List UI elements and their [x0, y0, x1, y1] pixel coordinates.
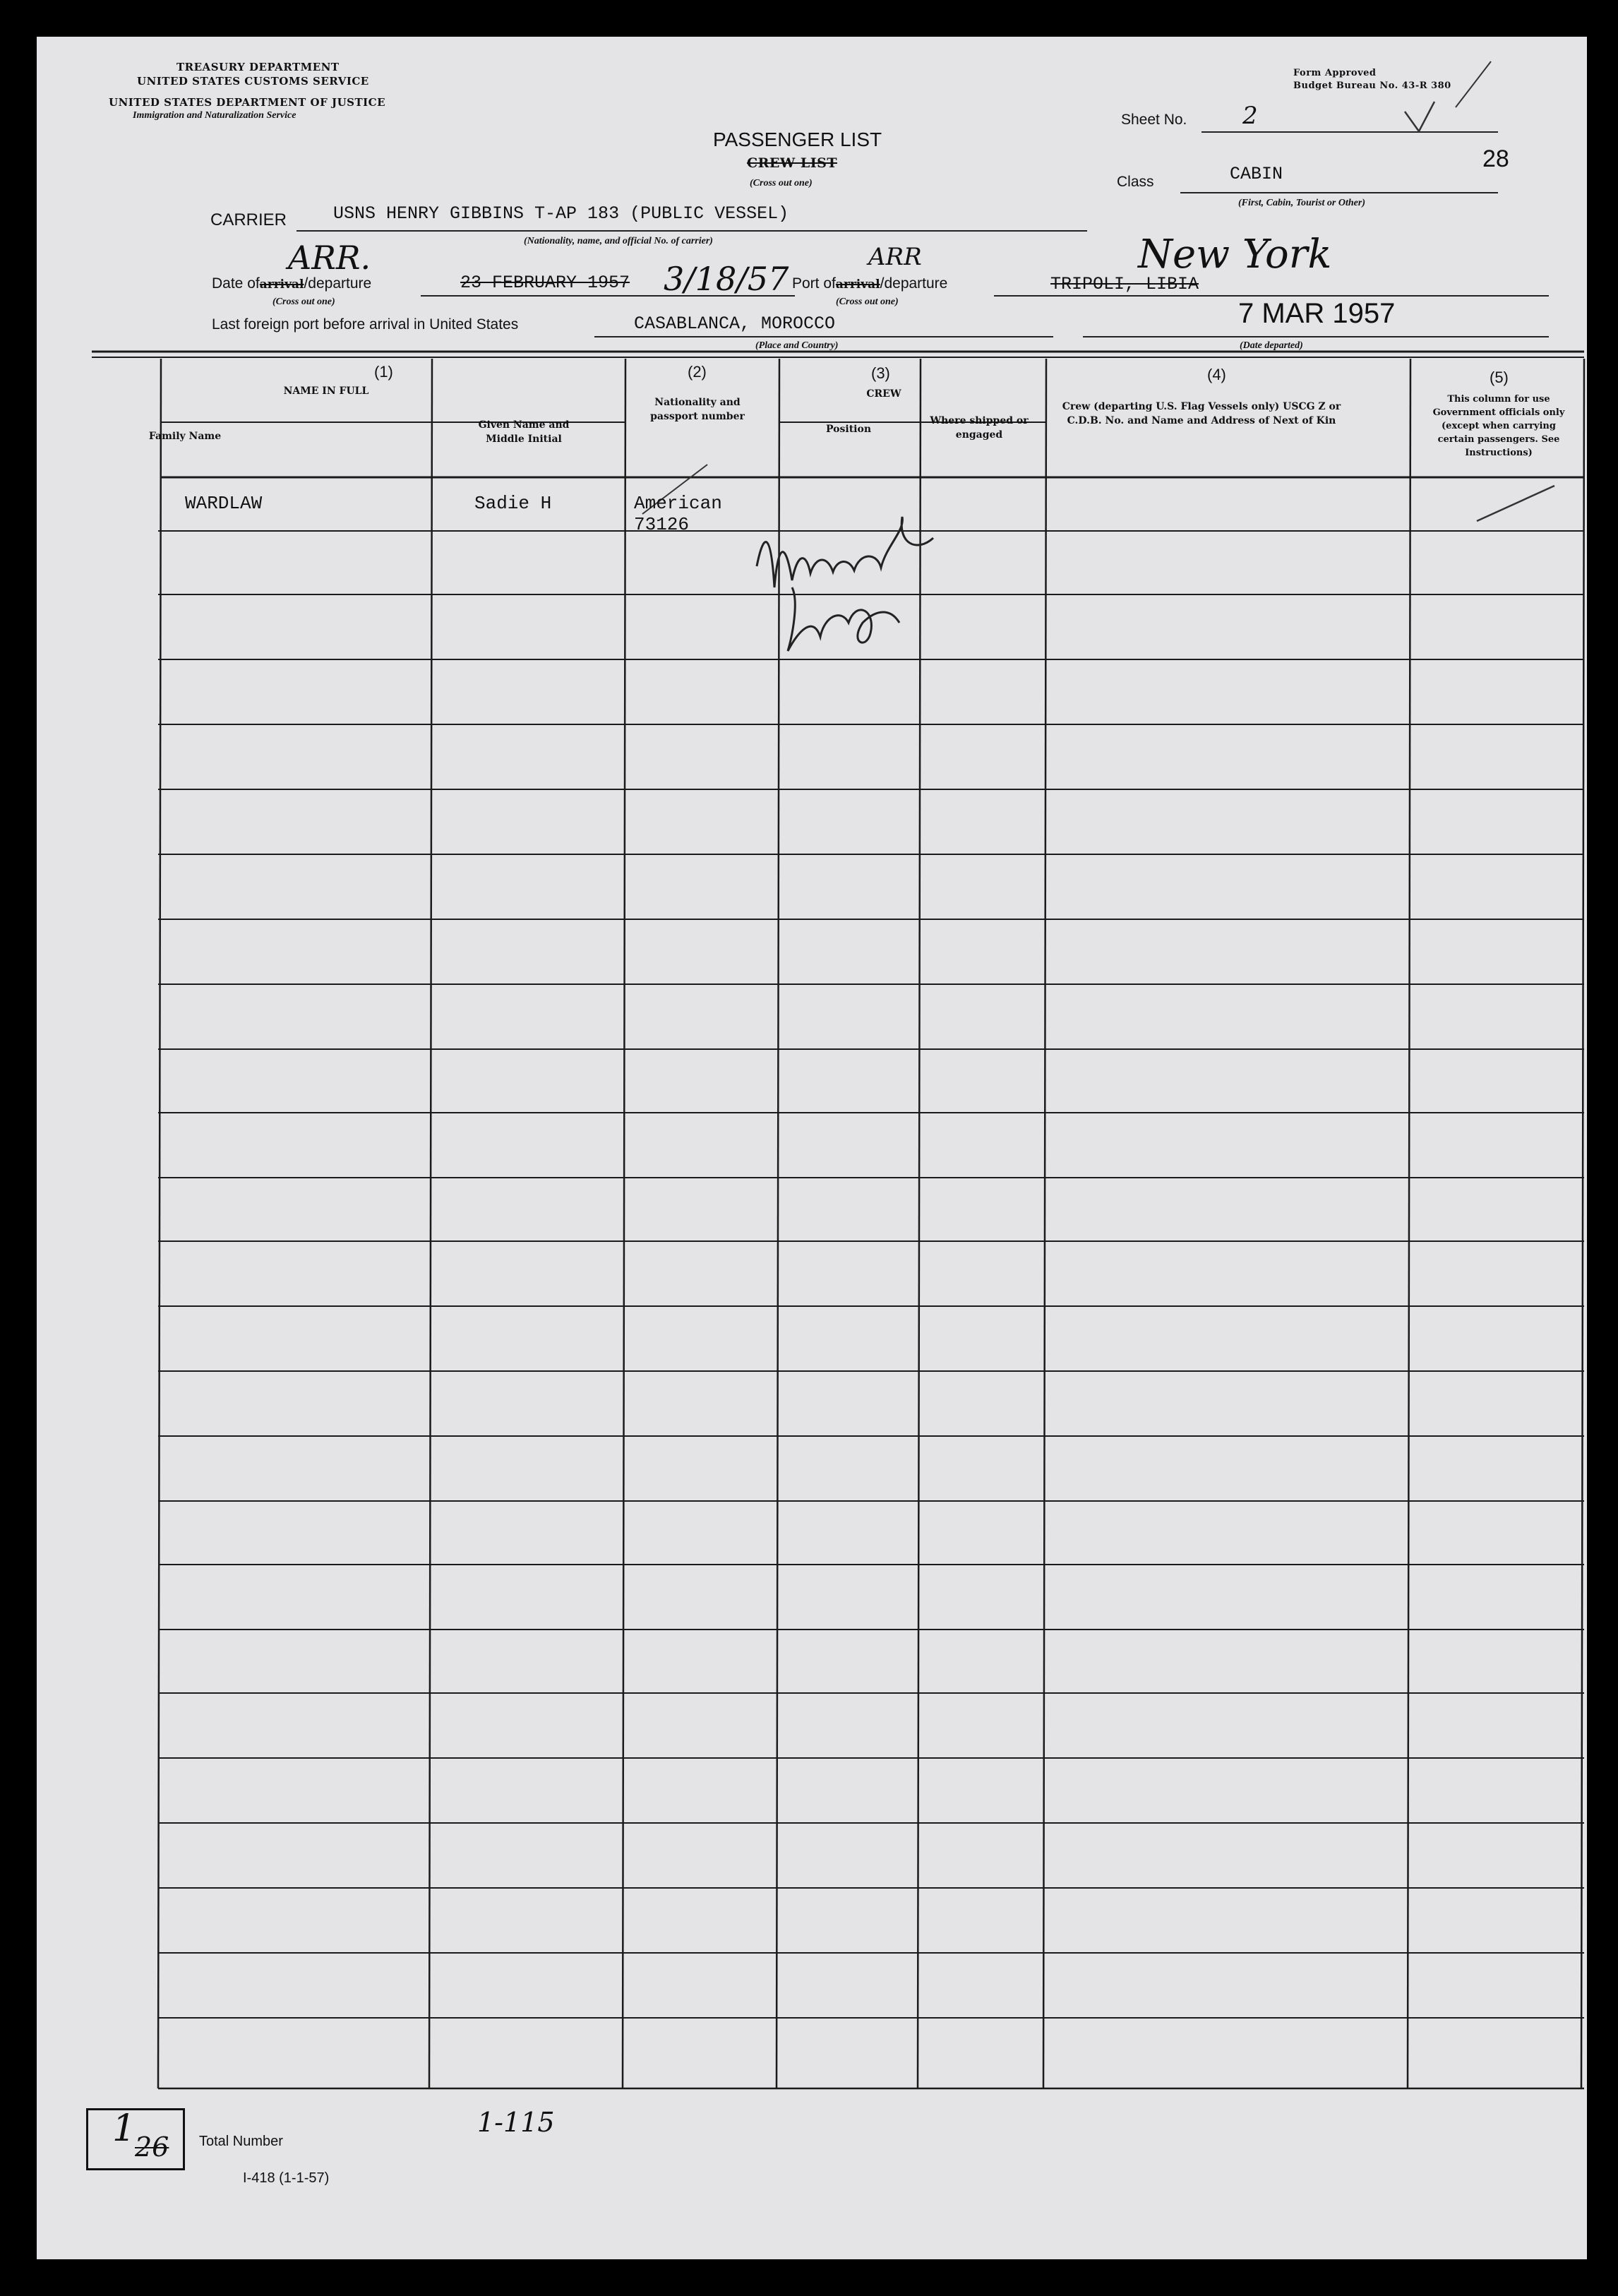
date-value-struck: 23 FEBRUARY 1957: [460, 273, 630, 293]
date-label-struck: arrival: [259, 277, 304, 292]
col5-title: This column for use Government officials only (except when carrying certain passengers. See Instructions): [1432, 394, 1565, 458]
document-page: [37, 37, 1587, 2259]
col5-number: (5): [1490, 369, 1509, 386]
col1a-header: Family Name: [148, 431, 222, 442]
form-number: I-418 (1-1-57): [243, 2170, 330, 2186]
col-divider-2: [623, 359, 625, 2088]
col-divider-1: [429, 359, 432, 2088]
carrier-hint: (Nationality, name, and official No. of carrier): [524, 236, 713, 246]
col-divider-7: [1581, 359, 1584, 2088]
last-port-value: CASABLANCA, MOROCCO: [634, 313, 836, 334]
form-title: PASSENGER LIST: [713, 128, 882, 150]
date-hand-value: 3/18/57: [664, 260, 789, 298]
class-label: Class: [1117, 174, 1154, 190]
total-label: Total Number: [199, 2134, 283, 2149]
footer-hand-note: 1-115: [477, 2107, 555, 2138]
port-label-suffix: /departure: [880, 275, 948, 292]
class-value: CABIN: [1230, 164, 1283, 184]
sheet-label: Sheet No.: [1121, 112, 1187, 128]
table-grid: [37, 37, 1587, 2259]
col4-number: (4): [1207, 366, 1226, 383]
dept-line-immigration: Immigration and Naturalization Service: [133, 110, 296, 121]
row1-nationality: American: [634, 493, 722, 514]
inspector-signature: [743, 503, 954, 672]
col-divider-6: [1408, 359, 1410, 2088]
col3-number: (3): [871, 364, 890, 382]
sheet-value: 2: [1242, 102, 1258, 130]
row1-given-name: Sadie H: [474, 493, 552, 514]
port-value-struck: TRIPOLI, LIBIA: [1050, 274, 1199, 294]
form-title-struck: CREW LIST: [747, 155, 837, 171]
col1b-header: Given Name and Middle Initial: [478, 419, 570, 445]
carrier-label: CARRIER: [210, 210, 287, 229]
port-hand-arr: ARR: [868, 243, 922, 271]
col4-title: Crew (departing U.S. Flag Vessels only) USCG Z or C.D.B. No. and Name and Address of Next of Kin: [1062, 401, 1341, 426]
budget-bureau: Budget Bureau No. 43-R 380: [1293, 80, 1451, 91]
row1-passport: 73126: [634, 514, 690, 535]
port-label-prefix: Port of: [792, 275, 836, 292]
date-hint: (Cross out one): [272, 297, 335, 307]
dept-line-treasury: TREASURY DEPARTMENT: [176, 61, 340, 73]
port-label-struck: arrival: [835, 277, 880, 292]
col-divider-5: [1043, 359, 1046, 2088]
col-divider-0: [158, 359, 161, 2088]
col2-title: Nationality and passport number: [650, 397, 745, 422]
col5-slash-mark: [1470, 472, 1569, 528]
total-struck-value: 26: [135, 2131, 169, 2163]
port-hand-value: New York: [1138, 232, 1332, 277]
date-label-suffix: /departure: [304, 275, 372, 292]
class-hint: (First, Cabin, Tourist or Other): [1238, 198, 1365, 208]
date-hand-arr: ARR.: [288, 239, 371, 277]
port-hint: (Cross out one): [836, 297, 899, 307]
date-label-prefix: Date of: [212, 275, 260, 292]
total-box: [86, 2108, 185, 2170]
col3a-header: Position: [826, 424, 871, 435]
dept-line-customs: UNITED STATES CUSTOMS SERVICE: [137, 75, 369, 88]
col2-number: (2): [688, 363, 707, 381]
page-number: 28: [1482, 145, 1509, 172]
title-cross-out-hint: (Cross out one): [750, 178, 813, 189]
last-port-label: Last foreign port before arrival in United States: [212, 316, 519, 333]
col3b-header: Where shipped or engaged: [930, 415, 1029, 441]
col1-title: NAME IN FULL: [283, 385, 369, 397]
dept-line-justice: UNITED STATES DEPARTMENT OF JUSTICE: [109, 96, 386, 109]
last-port-hint: (Place and Country): [755, 340, 839, 351]
form-approved: Form Approved: [1293, 68, 1377, 78]
date-departed-stamp: 7 MAR 1957: [1238, 298, 1396, 329]
total-hand-value: 1: [112, 2107, 136, 2150]
carrier-value: USNS HENRY GIBBINS T-AP 183 (PUBLIC VESSEL): [333, 203, 789, 224]
col3-title: CREW: [866, 388, 901, 400]
row1-family-name: WARDLAW: [185, 493, 263, 514]
date-departed-hint: (Date departed): [1240, 340, 1303, 351]
col1-number: (1): [374, 363, 393, 381]
